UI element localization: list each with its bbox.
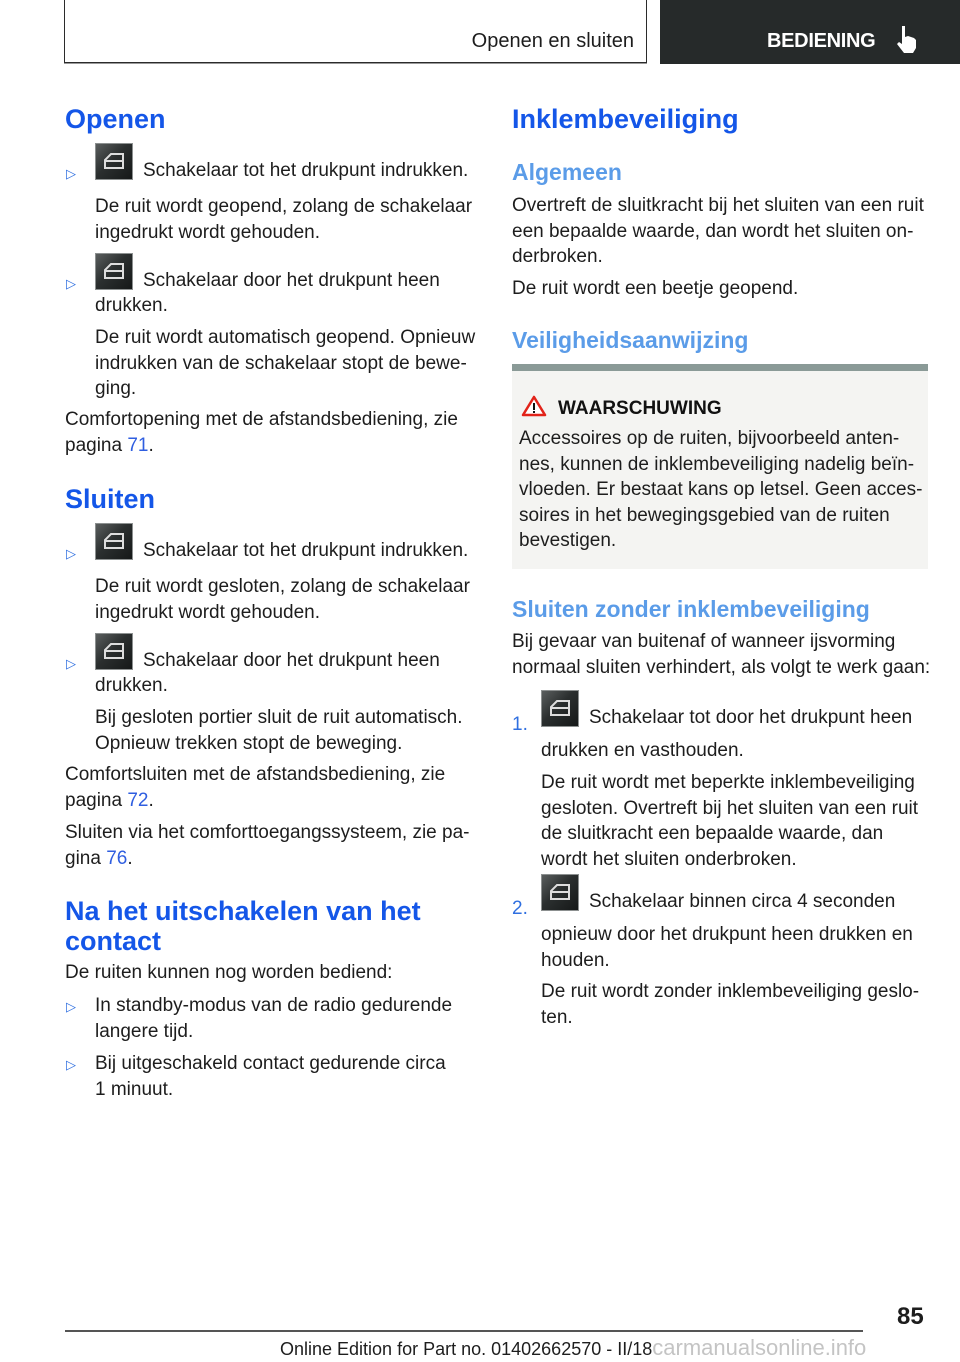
list-item: Schakelaar door het drukpunt heen [95, 253, 495, 294]
heading-inklembeveiliging: Inklembeveiliging [512, 104, 739, 134]
bullet-triangle-icon: ▷ [66, 276, 76, 291]
paragraph: Overtreft de sluitkracht bij het sluiten van een ruit een bepaalde waarde, dan wordt het sluiten on- derbroken. [512, 195, 924, 267]
footer-divider [65, 1330, 863, 1332]
window-switch-icon [541, 874, 579, 911]
list-item: Schakelaar tot het drukpunt indrukken. [95, 523, 495, 564]
step-desc: De ruit wordt zonder inklembeveiliging geslo- ten. [541, 981, 920, 1028]
warning-triangle-icon [521, 395, 547, 417]
header-section-title: Openen en sluiten [471, 30, 634, 52]
heading-sluiten: Sluiten [65, 484, 156, 514]
bullet-triangle-icon: ▷ [66, 656, 76, 671]
page-link-71[interactable]: 71 [127, 434, 149, 456]
window-switch-icon [95, 143, 133, 180]
footer-edition: Online Edition for Part no. 01402662570 - II/18carmanualsonline.info [280, 1335, 867, 1360]
list-item-desc: Bij gesloten portier sluit de ruit automatisch. Opnieuw trekken stopt de beweging. [95, 707, 463, 754]
warning-body: Accessoires op de ruiten, bijvoorbeeld anten- nes, kunnen de inklembeveiliging nadelig beïn- vloeden. Er bestaat kans op letsel. Geen acces- soires in het bewegingsgebied van de ruiten bevestigen. [519, 428, 923, 551]
list-item: In standby-modus van de radio gedurende langere tijd. [95, 995, 453, 1042]
bullet-triangle-icon: ▷ [66, 999, 76, 1014]
bullet-triangle-icon: ▷ [66, 1057, 76, 1072]
cross-reference-note: Comfortopening met de afstandsbediening, zie pagina 71. [65, 409, 458, 456]
list-item: Bij uitgeschakeld contact gedurende circa 1 minuut. [95, 1053, 446, 1100]
header-chapter-title: BEDIENING [767, 30, 876, 52]
window-switch-icon [95, 253, 133, 290]
step-number: 1. [512, 714, 528, 735]
list-item: Schakelaar tot het drukpunt indrukken. [95, 143, 495, 184]
pointing-hand-icon [894, 24, 920, 54]
heading-veiligheidsaanwijzing: Veiligheidsaanwijzing [512, 327, 749, 353]
header-section-box [64, 0, 647, 63]
warning-box [512, 364, 928, 569]
page-link-72[interactable]: 72 [127, 789, 149, 811]
page-number: 85 [897, 1303, 924, 1330]
intro-text: De ruiten kunnen nog worden bediend: [65, 962, 393, 983]
heading-sluiten-zonder: Sluiten zonder inklembeveiliging [512, 596, 870, 622]
list-item-desc: De ruit wordt gesloten, zolang de schakelaar ingedrukt wordt gehouden. [95, 576, 470, 623]
list-item: Schakelaar door het drukpunt heen [95, 633, 495, 674]
heading-na-het-uitschakelen: Na het uitschakelen van het contact [65, 896, 421, 956]
header-chapter-tab [660, 0, 960, 64]
step-item-cont: opnieuw door het drukpunt heen drukken en houden. [541, 924, 913, 971]
list-item-desc: De ruit wordt automatisch geopend. Opnieuw indrukken van de schakelaar stopt de bewe- ging. [95, 327, 476, 399]
warning-title: WAARSCHUWING [558, 398, 722, 419]
step-item: Schakelaar tot door het drukpunt heen [541, 690, 941, 731]
paragraph: De ruit wordt een beetje geopend. [512, 278, 799, 299]
page-link-76[interactable]: 76 [106, 847, 128, 869]
bullet-triangle-icon: ▷ [66, 166, 76, 181]
list-item-desc: De ruit wordt geopend, zolang de schakelaar ingedrukt wordt gehouden. [95, 196, 473, 243]
step-item-cont: drukken en vasthouden. [541, 740, 744, 761]
heading-algemeen: Algemeen [512, 159, 622, 185]
intro-text: Bij gevaar van buitenaf of wanneer ijsvorming normaal sluiten verhindert, als volgt te werk gaan: [512, 631, 931, 678]
step-item: Schakelaar binnen circa 4 seconden [541, 874, 941, 915]
cross-reference-note: Sluiten via het comforttoegangssysteem, zie pa- gina 76. [65, 822, 470, 869]
window-switch-icon [95, 523, 133, 560]
cross-reference-note: Comfortsluiten met de afstandsbediening, zie pagina 72. [65, 764, 446, 811]
window-switch-icon [541, 690, 579, 727]
step-desc: De ruit wordt met beperkte inklembeveiliging gesloten. Overtreft bij het sluiten van een ruit de sluitkracht een bepaalde waarde, dan wordt het sluiten onderbroken. [541, 772, 919, 870]
step-number: 2. [512, 898, 528, 919]
bullet-triangle-icon: ▷ [66, 546, 76, 561]
window-switch-icon [95, 633, 133, 670]
watermark: carmanualsonline.info [652, 1335, 867, 1360]
list-item-cont: drukken. [95, 675, 168, 696]
list-item-cont: drukken. [95, 295, 168, 316]
heading-openen: Openen [65, 104, 166, 134]
